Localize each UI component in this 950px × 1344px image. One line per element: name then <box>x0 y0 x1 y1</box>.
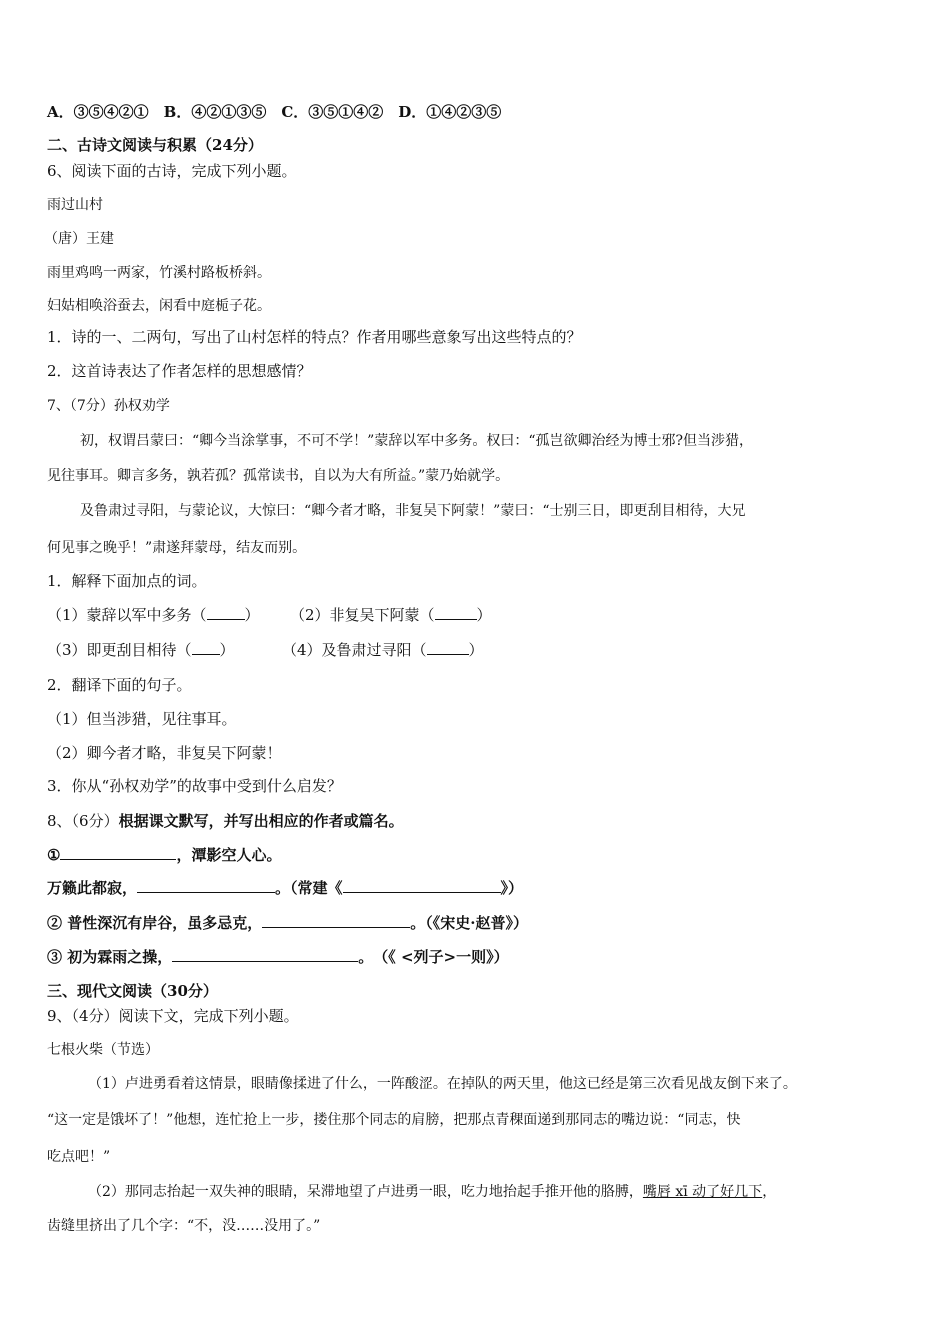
q7-item1 <box>47 605 260 625</box>
q8-line1-pre: ① <box>47 846 61 864</box>
q9-p1-line2: “这一定是饿坏了！”他想，连忙抢上一步，搂住那个同志的肩膀，把那点青稞面递到那同志的嘴边说：“同志，快 <box>47 1112 741 1128</box>
q7-item4 <box>282 640 484 660</box>
q9-p1-line1: （1）卢进勇看着这情景，眼睛像揉进了什么，一阵酸涩。在掉队的两天里，他这已经是第三次看见战友倒下来了。 <box>88 1076 797 1092</box>
section-heading-modern: 三、现代文阅读（30分） <box>47 982 218 1000</box>
q7-item1-text: （1）蒙辞以军中多务（ <box>47 606 207 624</box>
q8-line3-post: 。（《宋史·赵普》） <box>410 914 528 932</box>
answer-blank[interactable] <box>435 605 477 620</box>
q7-item3-close: ） <box>219 641 235 659</box>
underlined-phrase: 嘴唇 xī 动了好几下 <box>642 1184 763 1200</box>
q8-line3-pre: ② 普性深沉有岸谷，虽多忌克， <box>47 914 263 932</box>
q9-p2-line1-pre: （2）那同志抬起一双失神的眼睛，呆滞地望了卢进勇一眼，吃力地抬起手推开他的胳膊， <box>88 1184 643 1200</box>
q7-para2-line1: 及鲁肃过寻阳，与蒙论议，大惊曰：“卿今者才略，非复吴下阿蒙！”蒙曰：“士别三日，即更刮目相待，大兄 <box>80 503 746 519</box>
q7-item1-close: ） <box>244 606 260 624</box>
q9-intro: 9、（4分）阅读下文，完成下列小题。 <box>47 1007 299 1025</box>
q7-para2-line2: 何见事之晚乎！”肃遂拜蒙母，结友而别。 <box>47 540 307 556</box>
q9-p2-line1-post: ， <box>762 1184 777 1200</box>
q7-para1-line1: 初，权谓吕蒙曰：“卿今当涂掌事，不可不学！”蒙辞以军中多务。权曰：“孤岂欲卿治经为博士邪?但当涉猎， <box>80 433 753 449</box>
q8-num: 8、（6分） <box>47 812 119 830</box>
q7-item2-text: （2）非复吴下阿蒙（ <box>290 606 435 624</box>
q8-line3 <box>47 913 528 933</box>
q9-p2-line1 <box>88 1182 776 1202</box>
q7-sub1: 1．解释下面加点的词。 <box>47 572 207 590</box>
q7-item4-text: （4）及鲁肃过寻阳（ <box>282 641 427 659</box>
q8-line1-post: ，潭影空人心。 <box>176 846 282 864</box>
section-heading-classical: 二、古诗文阅读与积累（24分） <box>47 136 263 154</box>
q9-p2-line2: 齿缝里挤出了几个字：“不，没……没用了。” <box>47 1218 321 1234</box>
q8-line2-pre: 万籁此都寂， <box>47 879 138 897</box>
q7-sub2: 2．翻译下面的句子。 <box>47 676 192 694</box>
q8-line4-pre: ③ 初为霖雨之操， <box>47 948 173 966</box>
answer-blank[interactable] <box>343 878 501 893</box>
q7-item4-close: ） <box>468 641 484 659</box>
q7-item2 <box>290 605 492 625</box>
q8-line1 <box>47 845 281 865</box>
q9-title: 七根火柴（节选） <box>47 1042 159 1058</box>
answer-blank[interactable] <box>207 605 245 620</box>
poem-title: 雨过山村 <box>47 197 103 213</box>
poem-author: （唐）王建 <box>44 231 114 247</box>
q8-line4-post: 。 （《 <列子>一则》） <box>358 948 509 966</box>
poem-line-2: 妇姑相唤浴蚕去，闲看中庭栀子花。 <box>47 298 271 314</box>
answer-blank[interactable] <box>427 640 469 655</box>
answer-blank[interactable] <box>172 947 358 962</box>
q7-sub3: 3．你从“孙权劝学”的故事中受到什么启发？ <box>47 777 342 795</box>
q7-trans2: （2）卿今者才略，非复吴下阿蒙！ <box>47 744 282 762</box>
q9-p1-line3: 吃点吧！” <box>47 1149 111 1165</box>
q6-sub2: 2．这首诗表达了作者怎样的思想感情？ <box>47 362 312 380</box>
q8-text: 根据课文默写，并写出相应的作者或篇名。 <box>118 812 404 830</box>
q8-line2-post: 》） <box>500 879 524 897</box>
answer-blank[interactable] <box>137 878 275 893</box>
q7-trans1: （1）但当涉猎，见往事耳。 <box>47 710 237 728</box>
q8-intro <box>47 811 404 831</box>
answer-options: A．③⑤④②① B．④②①③⑤ C．③⑤①④② D．①④②③⑤ <box>47 103 502 121</box>
q8-line2-mid: 。（常建《 <box>275 879 343 897</box>
answer-blank[interactable] <box>60 845 176 860</box>
q6-sub1: 1．诗的一、二两句，写出了山村怎样的特点？作者用哪些意象写出这些特点的？ <box>47 328 582 346</box>
q8-line4 <box>47 947 509 967</box>
q7-item3 <box>47 640 235 660</box>
answer-blank[interactable] <box>262 913 410 928</box>
poem-line-1: 雨里鸡鸣一两家，竹溪村路板桥斜。 <box>47 265 271 281</box>
q8-line2 <box>47 878 523 898</box>
q7-item2-close: ） <box>476 606 492 624</box>
answer-blank[interactable] <box>192 640 220 655</box>
q7-item3-text: （3）即更刮目相待（ <box>47 641 192 659</box>
q7-intro: 7、（7分）孙权劝学 <box>47 398 170 414</box>
q6-intro: 6、阅读下面的古诗，完成下列小题。 <box>47 162 297 180</box>
q7-para1-line2: 见往事耳。卿言多务，孰若孤？孤常读书，自以为大有所益。”蒙乃始就学。 <box>47 468 510 484</box>
